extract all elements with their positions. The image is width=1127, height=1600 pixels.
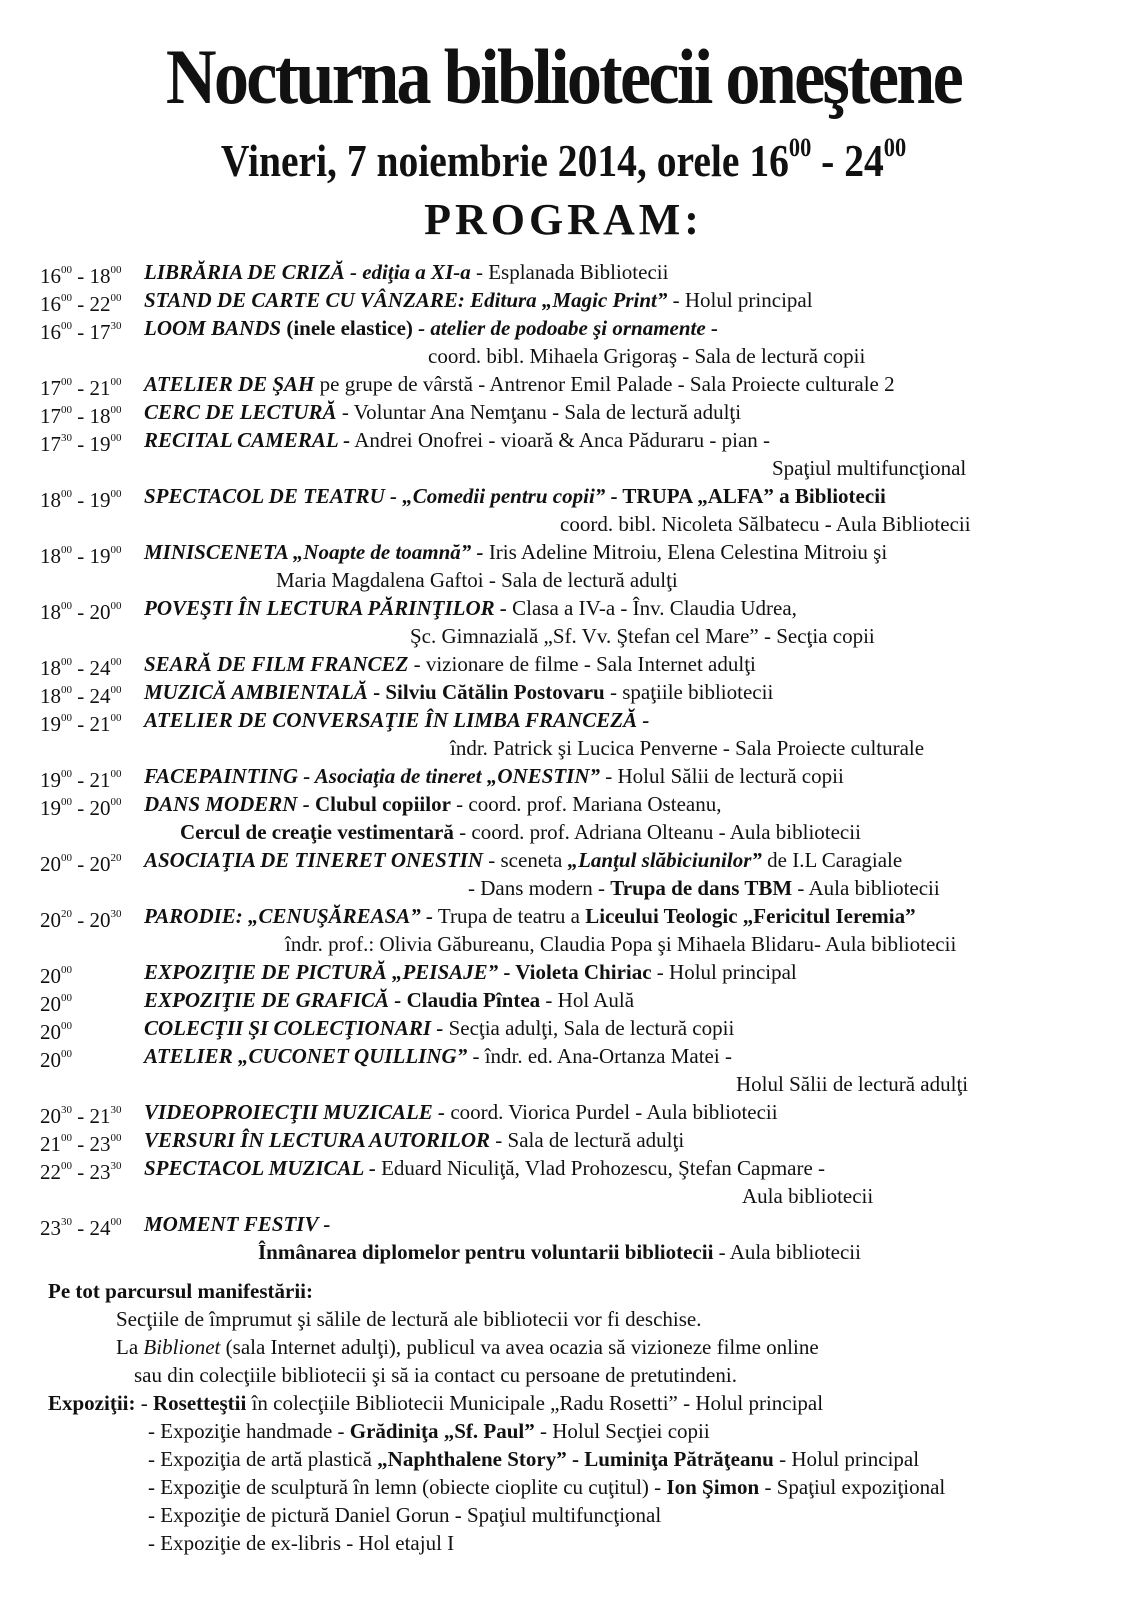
program-row (40, 678, 1120, 706)
event-details: Iris Adeline Mitroiu, Elena Celestina Mitroiu şi (483, 540, 888, 564)
event-details: Secţia adulţi, Sala de lectură copii (443, 1016, 735, 1040)
event-text (144, 1154, 825, 1182)
event-title: ASOCIAŢIA DE TINERET ONESTIN (144, 848, 484, 872)
event-bold: Înmânarea diplomelor pentru voluntarii bibliotecii (258, 1240, 714, 1264)
program-row (40, 958, 1120, 986)
event-details: - Dans modern - (468, 876, 611, 900)
event-details: - Holul principal (651, 960, 797, 984)
program-row (40, 538, 1120, 566)
event-text (144, 790, 721, 818)
event-continuation (428, 342, 865, 370)
event-continuation (450, 734, 924, 762)
event-details: îndr. prof.: Olivia Găbureanu, Claudia Popa şi Mihaela Blidaru- Aula bibliotecii (285, 932, 957, 956)
event-title: VERSURI ÎN LECTURA AUTORILOR (144, 1128, 491, 1152)
expo-artist: Rosetteştii (153, 1391, 247, 1415)
time-range: $17^{00} - 21^{00}$ (40, 376, 122, 400)
event-title: DANS MODERN - (144, 792, 310, 816)
expo-text: - Expoziţie de pictură Daniel Gorun - Spaţiul multifuncţional (148, 1503, 662, 1527)
event-details: Holul Sălii de lectură adulţi (736, 1072, 969, 1096)
event-details: - Holul principal (667, 288, 813, 312)
event-continuation (285, 930, 956, 958)
expo-text: - Spaţiul expoziţional (759, 1475, 946, 1499)
time-range: $18^{00} - 20^{00}$ (40, 600, 122, 624)
event-title-extra: - atelier de podoabe şi ornamente - (412, 316, 718, 340)
event-continuation (742, 1182, 873, 1210)
event-text (144, 482, 886, 510)
event-title: EXPOZIŢIE DE PICTURĂ „PEISAJE” (144, 960, 499, 984)
event-text (144, 986, 634, 1014)
expo-text: - Expoziţie handmade - (148, 1419, 350, 1443)
time-range: $17^{00} - 18^{00}$ (40, 404, 122, 428)
event-date (79, 132, 1048, 186)
time-range: $22^{00} - 23^{30}$ (40, 1160, 122, 1184)
event-details: de I.L Caragiale (761, 848, 903, 872)
program-row (40, 1238, 1120, 1266)
program-row (40, 482, 1120, 510)
event-bold: - TRUPA „ALFA” a Bibliotecii (605, 484, 886, 508)
program-row (40, 1210, 1120, 1238)
event-bold: (inele elastice) (281, 316, 413, 340)
event-title: FACEPAINTING - Asociaţia de tineret „ONESTIN” (144, 764, 601, 788)
event-continuation (736, 1070, 968, 1098)
event-text (144, 678, 773, 706)
event-title: ATELIER DE ŞAH (144, 372, 315, 396)
event-play: „Lanţul slăbiciunilor” (567, 848, 762, 872)
time-range: $16^{00} - 18^{00}$ (40, 264, 122, 288)
event-details: pe grupe de vârstă - Antrenor Emil Palade - Sala Proiecte culturale 2 (314, 372, 895, 396)
event-text (144, 1014, 734, 1042)
time-range: $23^{30} - 24^{00}$ (40, 1216, 122, 1240)
program-row (40, 1070, 1120, 1098)
program-row (40, 846, 1120, 874)
event-title: VIDEOPROIECŢII MUZICALE - (144, 1100, 446, 1124)
event-text (144, 426, 770, 454)
event-details: coord. bibl. Mihaela Grigoraş - Sala de lectură copii (428, 344, 866, 368)
time-range: $18^{00} - 24^{00}$ (40, 684, 122, 708)
event-details: - spaţiile bibliotecii (604, 680, 774, 704)
exhibition-item (148, 1529, 454, 1557)
date-end-sup: 00 (883, 132, 907, 162)
expo-artist: „Naphthalene Story” - Luminiţa Pătrăţeanu (377, 1447, 774, 1471)
event-continuation (180, 818, 861, 846)
footer-line: Secţiile de împrumut şi sălile de lectură ale bibliotecii vor fi deschise. (116, 1307, 702, 1331)
date-text: Vineri, 7 noiembrie 2014, orele 16 (220, 135, 789, 186)
event-text (144, 314, 718, 342)
date-end: - 24 (811, 135, 884, 186)
exhibition-item (148, 1445, 919, 1473)
exhibition-item (48, 1389, 823, 1417)
program-row (40, 622, 1120, 650)
event-title: SPECTACOL MUZICAL - (144, 1156, 376, 1180)
event-details: - Esplanada Bibliotecii (470, 260, 669, 284)
event-title: ATELIER „CUCONET QUILLING” (144, 1044, 468, 1068)
event-title: RECITAL CAMERAL - (144, 428, 351, 452)
event-details: - sceneta (483, 848, 568, 872)
expo-text: - Holul Secţiei copii (534, 1419, 710, 1443)
event-text (144, 594, 797, 622)
time-range: $16^{00} - 17^{30}$ (40, 320, 122, 344)
time-range: $16^{00} - 22^{00}$ (40, 292, 122, 316)
time-range: $18^{00} - 19^{00}$ (40, 544, 122, 568)
event-text (144, 538, 887, 566)
program-row (40, 286, 1120, 314)
program-row (40, 510, 1120, 538)
exhibition-item (148, 1501, 661, 1529)
expo-text: - Expoziţie de ex-libris - Hol etajul I (148, 1531, 455, 1555)
event-continuation (258, 1238, 861, 1266)
event-bold: Claudia Pîntea (401, 988, 541, 1012)
program-row (40, 706, 1120, 734)
event-details: Spaţiul multifuncţional (772, 456, 967, 480)
exhibition-item (148, 1417, 710, 1445)
time-range: $20^{30} - 21^{30}$ (40, 1104, 122, 1128)
program-list (40, 258, 1120, 1266)
event-bold: Clubul copiilor (309, 792, 451, 816)
event-details: - Voluntar Ana Nemţanu - Sala de lectură adulţi (336, 400, 742, 424)
program-row (40, 1126, 1120, 1154)
event-text (144, 1126, 684, 1154)
event-bold: Trupa de dans TBM (610, 876, 793, 900)
program-row (40, 734, 1120, 762)
expo-text: - Holul principal (773, 1447, 920, 1471)
time-range: $20^{00}$ (40, 1020, 72, 1044)
event-text (144, 286, 813, 314)
event-bold: - Silviu Cătălin Postovaru (367, 680, 605, 704)
event-text (144, 762, 844, 790)
program-row (40, 930, 1120, 958)
time-range: $17^{30} - 19^{00}$ (40, 432, 122, 456)
event-details: îndr. Patrick şi Lucica Penverne - Sala Proiecte culturale (450, 736, 925, 760)
time-range: $20^{00}$ (40, 1048, 72, 1072)
program-row (40, 566, 1120, 594)
event-title: MOMENT FESTIV - (144, 1212, 331, 1236)
event-title: MINISCENETA „Noapte de toamnă” - (144, 540, 484, 564)
event-bold: Liceului Teologic „Fericitul Ieremia” (585, 904, 916, 928)
program-row (40, 874, 1120, 902)
event-details: - coord. prof. Mariana Osteanu, (450, 792, 722, 816)
event-details: - Aula bibliotecii (792, 876, 940, 900)
event-text (144, 846, 902, 874)
time-range: $19^{00} - 21^{00}$ (40, 712, 122, 736)
event-title: MUZICĂ AMBIENTALĂ (144, 680, 368, 704)
event-details: - vizionare de filme - Sala Internet adulţi (408, 652, 756, 676)
event-text (144, 370, 895, 398)
event-details: Aula bibliotecii (742, 1184, 874, 1208)
event-details: - Aula bibliotecii (713, 1240, 861, 1264)
event-text (144, 1210, 330, 1238)
program-row (40, 398, 1120, 426)
program-row (40, 790, 1120, 818)
program-row (40, 762, 1120, 790)
event-details: - Holul Sălii de lectură copii (600, 764, 844, 788)
program-row (40, 818, 1120, 846)
event-continuation (560, 510, 971, 538)
event-details: Eduard Niculiţă, Vlad Prohozescu, Ştefan Capmare - (375, 1156, 826, 1180)
program-row (40, 1014, 1120, 1042)
footer-heading: Pe tot parcursul manifestării: (48, 1279, 313, 1303)
event-text (144, 706, 649, 734)
event-text (144, 902, 916, 930)
event-bold: Cercul de creaţie vestimentară (180, 820, 454, 844)
time-range: $20^{00} - 20^{20}$ (40, 852, 122, 876)
event-continuation (468, 874, 940, 902)
event-details: coord. bibl. Nicoleta Sălbatecu - Aula Bibliotecii (560, 512, 971, 536)
program-row (40, 342, 1120, 370)
expo-text: - (135, 1391, 153, 1415)
program-row (40, 370, 1120, 398)
event-text (144, 958, 797, 986)
event-continuation (772, 454, 966, 482)
event-details: Andrei Onofrei - vioară & Anca Păduraru - pian - (350, 428, 771, 452)
event-details: coord. Viorica Purdel - Aula bibliotecii (445, 1100, 778, 1124)
event-text (144, 398, 741, 426)
event-continuation (276, 566, 678, 594)
time-range: $18^{00} - 24^{00}$ (40, 656, 122, 680)
event-details: - Sala de lectură adulţi (490, 1128, 685, 1152)
program-row (40, 1042, 1120, 1070)
event-details: - îndr. ed. Ana-Ortanza Matei - (467, 1044, 732, 1068)
event-title: CERC DE LECTURĂ (144, 400, 337, 424)
program-row (40, 1182, 1120, 1210)
event-text (144, 1098, 778, 1126)
event-title: COLECŢII ŞI COLECŢIONARI - (144, 1016, 444, 1040)
event-details: Şc. Gimnazială „Sf. Vv. Ştefan cel Mare” - Secţia copii (410, 624, 875, 648)
time-range: $18^{00} - 19^{00}$ (40, 488, 122, 512)
exhibition-item (148, 1473, 945, 1501)
program-row (40, 650, 1120, 678)
event-title: LIBRĂRIA DE CRIZĂ - ediţia a XI-a (144, 260, 471, 284)
event-details: - Hol Aulă (540, 988, 635, 1012)
footer-line: sau din colecţiile bibliotecii şi să ia contact cu persoane de pretutindeni. (134, 1363, 737, 1387)
event-text (144, 258, 668, 286)
event-title: PARODIE: „CENUŞĂREASA” - (144, 904, 434, 928)
program-row (40, 902, 1120, 930)
event-details: Clasa a IV-a - Înv. Claudia Udrea, (506, 596, 797, 620)
expo-text: - Expoziţie de sculptură în lemn (obiecte cioplite cu cuţitul) - (148, 1475, 667, 1499)
program-row (40, 1154, 1120, 1182)
program-heading: PROGRAM: (424, 195, 703, 244)
date-start-sup: 00 (788, 132, 812, 162)
time-range: $20^{20} - 20^{30}$ (40, 908, 122, 932)
event-text (144, 650, 756, 678)
page-title: Nocturna bibliotecii oneştene (165, 33, 962, 120)
event-details: Maria Magdalena Gaftoi - Sala de lectură adulţi (276, 568, 678, 592)
footer-line: La Biblionet (sala Internet adulţi), publicul va avea ocazia să vizioneze filme online (116, 1335, 819, 1359)
event-title: LOOM BANDS (144, 316, 282, 340)
event-title: SPECTACOL DE TEATRU - „Comedii pentru copii” (144, 484, 606, 508)
program-row (40, 426, 1120, 454)
event-details: - coord. prof. Adriana Olteanu - Aula bibliotecii (453, 820, 861, 844)
program-row (40, 314, 1120, 342)
program-row (40, 986, 1120, 1014)
event-title: STAND DE CARTE CU VÂNZARE: Editura „Magic Print” (144, 288, 668, 312)
event-title: POVEŞTI ÎN LECTURA PĂRINŢILOR - (144, 596, 507, 620)
time-range: $19^{00} - 21^{00}$ (40, 768, 122, 792)
event-title: EXPOZIŢIE DE GRAFICĂ - (144, 988, 402, 1012)
program-row (40, 258, 1120, 286)
event-title: SEARĂ DE FILM FRANCEZ (144, 652, 409, 676)
time-range: $20^{00}$ (40, 964, 72, 988)
program-row (40, 594, 1120, 622)
time-range: $20^{00}$ (40, 992, 72, 1016)
event-details: Trupa de teatru a (433, 904, 586, 928)
expo-artist: Ion Şimon (666, 1475, 760, 1499)
time-range: $21^{00} - 23^{00}$ (40, 1132, 122, 1156)
program-row (40, 454, 1120, 482)
event-continuation (410, 622, 875, 650)
expo-label: Expoziţii: (48, 1391, 136, 1415)
program-row (40, 1098, 1120, 1126)
event-title: ATELIER DE CONVERSAŢIE ÎN LIMBA FRANCEZĂ - (144, 708, 650, 732)
time-range: $19^{00} - 20^{00}$ (40, 796, 122, 820)
expo-text: în colecţiile Bibliotecii Municipale „Radu Rosetti” - Holul principal (246, 1391, 824, 1415)
expo-text: - Expoziţia de artă plastică (148, 1447, 378, 1471)
event-text (144, 1042, 732, 1070)
expo-artist: Grădiniţa „Sf. Paul” (349, 1419, 535, 1443)
event-bold: - Violeta Chiriac (498, 960, 652, 984)
